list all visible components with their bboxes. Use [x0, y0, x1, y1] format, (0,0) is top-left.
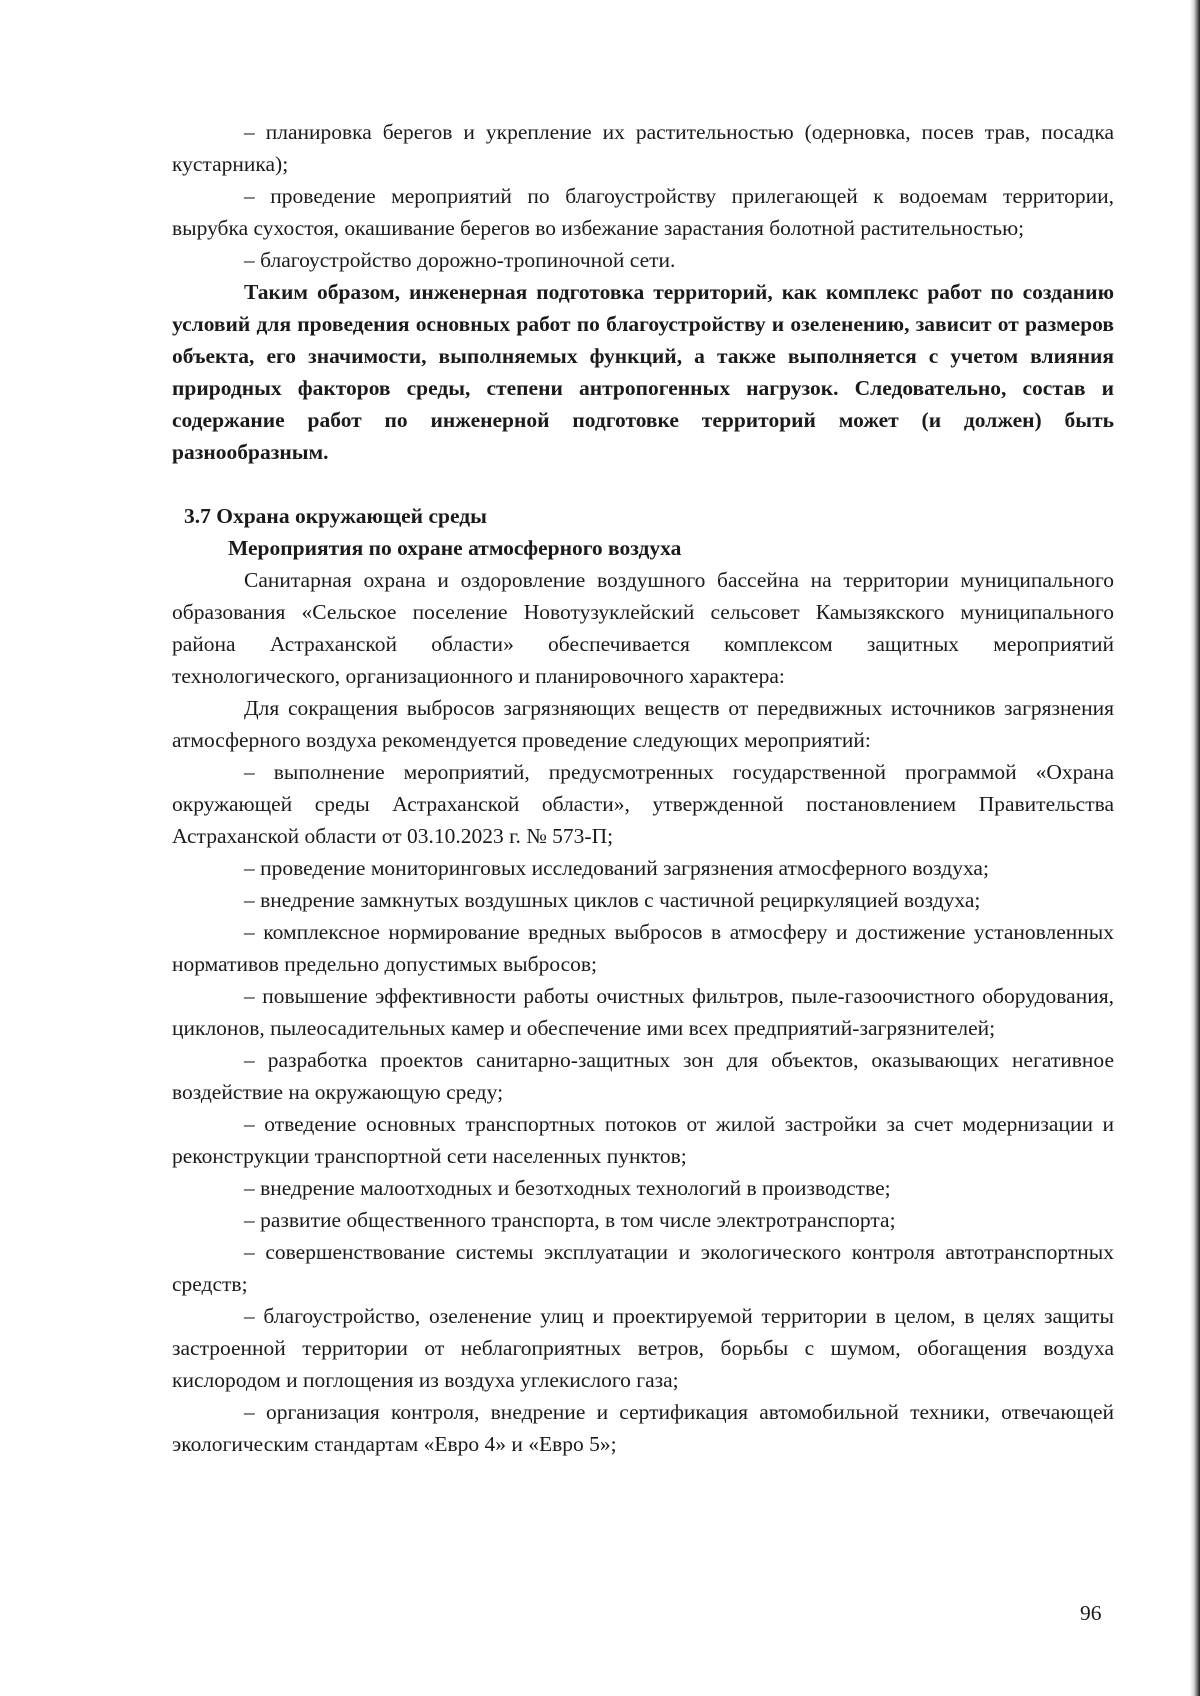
- list-item: – повышение эффективности работы очистных фильтров, пыле-газоочистного оборудования, циклонов, пылеосадительных камер и обеспечение ими всех предприятий-загрязнителей;: [172, 984, 1114, 1040]
- subsection-heading: Мероприятия по охране атмосферного воздуха: [228, 536, 682, 560]
- conclusion-paragraph: Таким образом, инженерная подготовка территорий, как комплекс работ по созданию условий для проведения основных работ по благоустройству и озеленению, зависит от размеров объекта, его значимости, выполняемых функций, а также выполняется с учетом влияния природных факторов среды, степени антропогенных нагрузок. Следовательно, состав и содержание работ по инженерной подготовке территорий может (и должен) быть разнообразным.: [172, 280, 1114, 464]
- list-item: – благоустройство дорожно-тропиночной сети.: [244, 248, 676, 272]
- list-item: – благоустройство, озеленение улиц и проектируемой территории в целом, в целях защиты застроенной территории от неблагоприятных ветров, борьбы с шумом, обогащения воздуха кислородом и поглощения из воздуха углекислого газа;: [172, 1304, 1114, 1392]
- list-item: – планировка берегов и укрепление их растительностью (одерновка, посев трав, посадка кустарника);: [172, 120, 1114, 176]
- page-number: 96: [1080, 1601, 1102, 1625]
- list-item: – отведение основных транспортных потоков от жилой застройки за счет модернизации и реконструкции транспортной сети населенных пунктов;: [172, 1112, 1114, 1168]
- list-item: – организация контроля, внедрение и сертификация автомобильной техники, отвечающей экологическим стандартам «Евро 4» и «Евро 5»;: [172, 1400, 1114, 1456]
- list-item: – внедрение малоотходных и безотходных технологий в производстве;: [244, 1176, 891, 1200]
- list-item: – комплексное нормирование вредных выбросов в атмосферу и достижение установленных нормативов предельно допустимых выбросов;: [172, 920, 1114, 976]
- list-item: – разработка проектов санитарно-защитных зон для объектов, оказывающих негативное воздействие на окружающую среду;: [172, 1048, 1114, 1104]
- body-paragraph: Для сокращения выбросов загрязняющих веществ от передвижных источников загрязнения атмосферного воздуха рекомендуется проведение следующих мероприятий:: [172, 696, 1114, 752]
- list-item: – выполнение мероприятий, предусмотренных государственной программой «Охрана окружающей среды Астраханской области», утвержденной постановлением Правительства Астраханской области от 03.10.2023 г. № 573-П;: [172, 760, 1114, 848]
- section-heading: 3.7 Охрана окружающей среды: [184, 504, 487, 528]
- list-item: – совершенствование системы эксплуатации и экологического контроля автотранспортных средств;: [172, 1240, 1114, 1296]
- document-page: [172, 116, 1114, 1460]
- list-item: – внедрение замкнутых воздушных циклов с частичной рециркуляцией воздуха;: [244, 888, 981, 912]
- list-item: – проведение мероприятий по благоустройству прилегающей к водоемам территории, вырубка сухостоя, окашивание берегов во избежание зарастания болотной растительностью;: [172, 184, 1114, 240]
- list-item: – проведение мониторинговых исследований загрязнения атмосферного воздуха;: [244, 856, 989, 880]
- body-paragraph: Санитарная охрана и оздоровление воздушного бассейна на территории муниципального образования «Сельское поселение Новотузуклейский сельсовет Камызякского муниципального района Астраханской области» обеспечивается комплексом защитных мероприятий технологического, организационного и планировочного характера:: [172, 568, 1114, 688]
- page-edge-shadow: [1190, 0, 1200, 1696]
- list-item: – развитие общественного транспорта, в том числе электротранспорта;: [244, 1208, 896, 1232]
